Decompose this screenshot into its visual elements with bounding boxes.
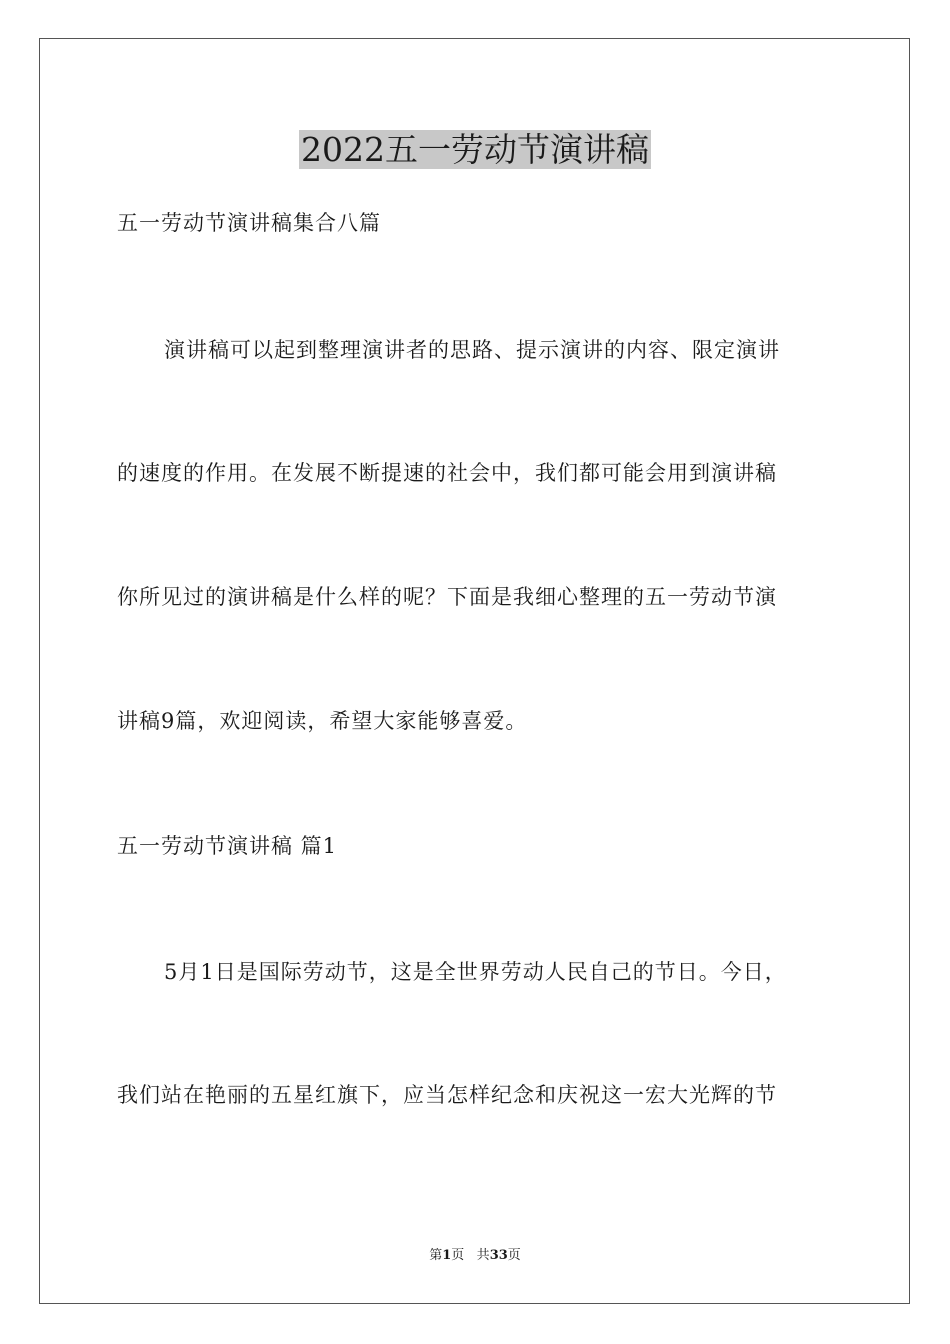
- section-heading: 五一劳动节演讲稿 篇1: [117, 834, 338, 858]
- paragraph-line: 演讲稿可以起到整理演讲者的思路、提示演讲的内容、限定演讲: [164, 338, 780, 362]
- document-title-text: 2022五一劳动节演讲稿: [301, 130, 649, 169]
- document-title: [0, 128, 950, 172]
- page-suffix: 页: [451, 1248, 465, 1263]
- page-number: 1: [442, 1248, 452, 1263]
- paragraph-line: 我们站在艳丽的五星红旗下，应当怎样纪念和庆祝这一宏大光辉的节: [117, 1083, 777, 1107]
- document-subtitle: 五一劳动节演讲稿集合八篇: [117, 211, 381, 235]
- total-prefix: 共: [476, 1248, 490, 1263]
- page-footer: [0, 1247, 950, 1265]
- page-prefix: 第: [429, 1248, 443, 1263]
- total-pages: 33: [489, 1248, 508, 1263]
- paragraph-line: 5月1日是国际劳动节，这是全世界劳动人民自己的节日。今日，: [164, 960, 787, 984]
- total-suffix: 页: [507, 1248, 521, 1263]
- paragraph-line: 你所见过的演讲稿是什么样的呢？下面是我细心整理的五一劳动节演: [117, 585, 777, 609]
- paragraph-line: 讲稿9篇，欢迎阅读，希望大家能够喜爱。: [117, 709, 528, 733]
- paragraph-line: 的速度的作用。在发展不断提速的社会中，我们都可能会用到演讲稿: [117, 461, 777, 485]
